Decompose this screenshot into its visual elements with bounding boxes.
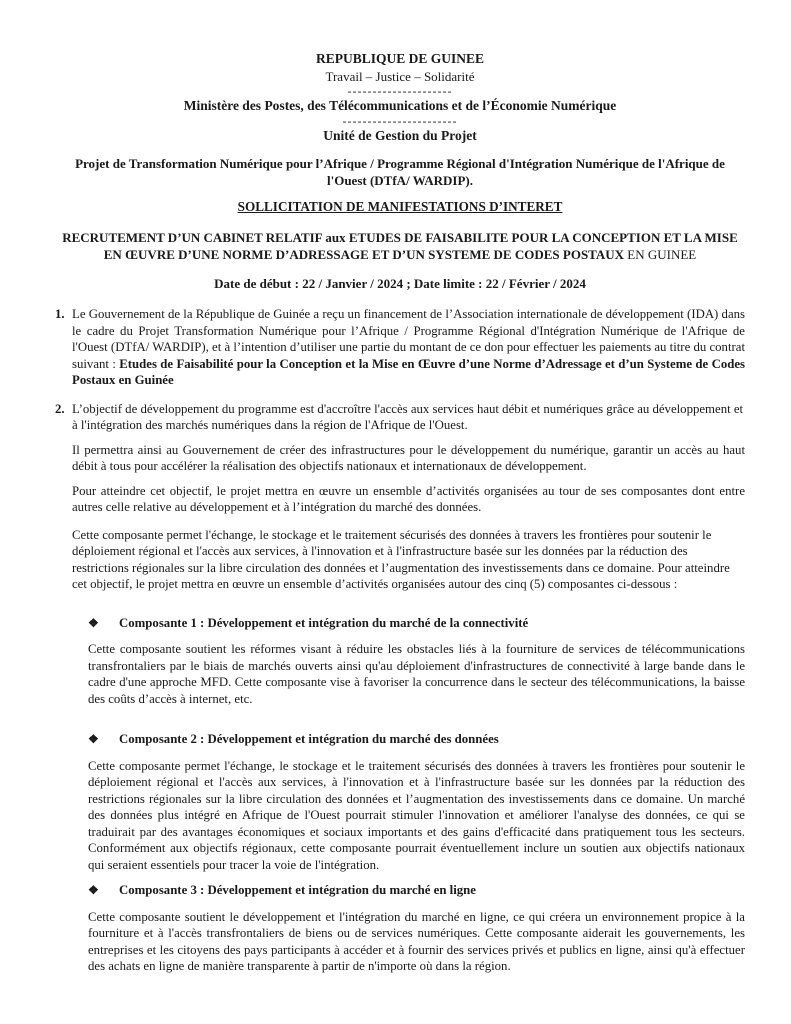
project-title: Projet de Transformation Numérique pour l’Afrique / Programme Régional d'Intégration Numérique de l'Afrique de l'Ouest (DTfA/ WARDIP). [75,156,725,188]
item-1-text-bold: Etudes de Faisabilité pour la Conception et la Mise en Œuvre d’une Norme d’Adressage et d’un Systeme de Codes Postaux en Guinée [72,356,745,387]
numbered-item-2 [55,401,745,434]
ministry-title: Ministère des Postes, des Télécommunications et de l’Économie Numérique [183,98,617,113]
country-title: REPUBLIQUE DE GUINEE [315,51,485,66]
diamond-bullet-icon: ❖ [88,615,99,630]
component-1-body: Cette composante soutient les réformes visant à réduire les obstacles liés à la fourniture de services de télécommunications transfrontaliers par le biais de marchés ouverts ainsi qu'au déploiement d'infrastructures de connectivité à large bande dans le cadre d'une approche MFD. Cette composante vise à favoriser la concurrence dans le secteur des télécommunications, la baisse des coûts d’accès à internet, etc. [88,642,745,706]
diamond-bullet-icon: ❖ [88,883,99,897]
component-1-heading-text: Composante 1 : Développement et intégration du marché de la connectivité [119,615,529,630]
national-motto: Travail – Justice – Solidarité [325,69,475,84]
separator-dashes: ----------------------- [342,114,458,128]
document-header [55,50,745,145]
unit-title: Unité de Gestion du Projet [323,128,477,143]
diamond-bullet-icon: ❖ [88,732,99,746]
item-2-paragraph-4: Cette composante permet l'échange, le stockage et le traitement sécurisés des données à travers les frontières pour soutenir le déploiement régional et l'accès aux services, à l'innovation et à l'infrastructure basée sur les données par la réduction des restrictions régionales sur la libre circulation des données et l’augmentation des investissements dans ce domaine. Pour atteindre cet objectif, le projet mettra en œuvre un ensemble d’activités organisées autour des cinq (5) composantes ci-dessous : [72,527,730,591]
date-line: Date de début : 22 / Janvier / 2024 ; Date limite : 22 / Février / 2024 [214,276,586,291]
separator-dashes: --------------------- [347,84,453,98]
item-number: 2. [55,401,65,416]
component-2-heading [88,731,745,748]
item-2-paragraph-3: Pour atteindre cet objectif, le projet mettra en œuvre un ensemble d’activités organisées au tour de ses composantes dont entre autres celle relative au développement et à l’intégration du marché des données. [72,483,745,514]
item-2-paragraph-2: Il permettra ainsi au Gouvernement de créer des infrastructures pour le développement du numérique, garantir un accès au haut débit à tous pour accélérer la réalisation des objectifs nationaux et internationaux de développement. [72,442,745,473]
recruitment-title [55,230,745,263]
component-3-heading [88,882,745,899]
component-1-heading [88,615,745,632]
document-body [55,306,745,975]
item-1-text [72,306,745,389]
recruitment-title-bold: RECRUTEMENT D’UN CABINET RELATIF aux ETUDES DE FAISABILITE POUR LA CONCEPTION ET LA MISE EN ŒUVRE D’UNE NORME D’ADRESSAGE ET D’UN SYSTEME DE CODES POSTAUX [62,230,738,262]
component-3-body: Cette composante soutient le développement et l'intégration du marché en ligne, ce qui créera un environnement propice à la fourniture et à l'accès transfrontaliers de biens ou de services numériques. Cette composante aiderait les gouvernements, les entreprises et les citoyens des pays participants à accéder et à fournir des services privés et publics en ligne, ainsi qu'à effectuer des achats en ligne de manière transparente à partir de n'importe où dans la région. [88,909,745,973]
numbered-item-1 [55,306,745,389]
item-number: 1. [55,307,65,321]
solicitation-title-text: SOLLICITATION DE MANIFESTATIONS D’INTERET [237,199,563,214]
item-2-paragraph-1: L’objectif de développement du programme est d'accroître l'accès aux services haut débit et numériques grâce au développement et à l'intégration des marchés numériques dans la région de l'Afrique de l'Ouest. [72,401,744,432]
component-2-body: Cette composante permet l'échange, le stockage et le traitement sécurisés des données à travers les frontières pour soutenir le déploiement régional et l'accès aux services, à l'innovation et à l'infrastructure basée sur les données par la réduction des restrictions régionales sur la libre circulation des données et l’augmentation des investissements dans ce domaine. Un marché des données plus intégré en Afrique de l'Ouest pourrait stimuler l'innovation et améliorer l'analyse des données, ce qui se traduirait par des avantages économiques et sociaux importants et des gains d'efficacité dans pratiquement tous les secteurs. Conformément aux objectifs régionaux, cette composante pourrait éventuellement inclure un soutien aux objectifs nationaux qui seraient essentiels pour tracer la voie de l'intégration. [88,758,745,872]
recruitment-title-normal: EN GUINEE [624,246,697,262]
component-2-heading-text: Composante 2 : Développement et intégration du marché des données [119,732,499,746]
item-1-text-normal: Le Gouvernement de la République de Guinée a reçu un financement de l’Association internationale de développement (IDA) dans le cadre du Projet Transformation Numérique pour l’Afrique / Programme Régional d'Intégration Numérique de l'Afrique de l'Ouest (DTfA/ WARDIP), et à l’intention d’utiliser une partie du montant de ce don pour effectuer les paiements au titre du contrat suivant : [72,307,745,371]
solicitation-title [55,198,745,215]
component-3-heading-text: Composante 3 : Développement et intégration du marché en ligne [119,883,476,897]
